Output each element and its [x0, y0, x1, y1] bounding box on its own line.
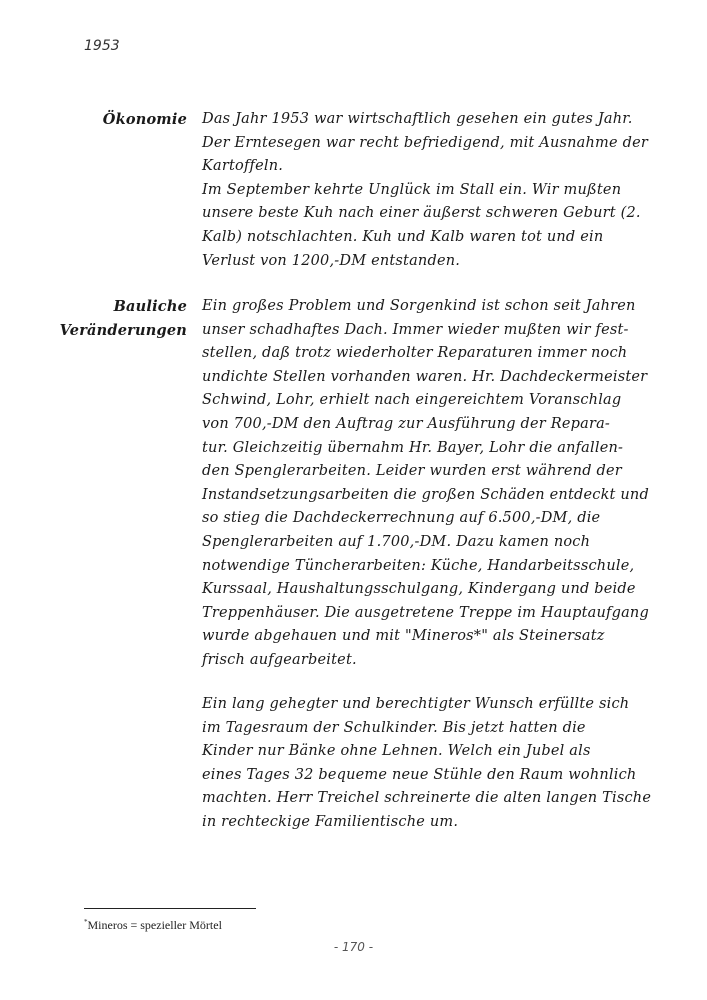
- section-body: [202, 693, 652, 835]
- page-number: - 170 -: [333, 940, 374, 954]
- text-line: Ein lang gehegter und berechtigter Wunsch erfüllte sich: [202, 696, 630, 712]
- section-label-line: Bauliche: [113, 298, 187, 315]
- text-line: unsere beste Kuh nach einer äußerst schweren Geburt (2.: [202, 205, 641, 222]
- text-line: unser schadhaftes Dach. Immer wieder mußten wir fest-: [202, 321, 629, 338]
- text-line: undichte Stellen vorhanden waren. Hr. Dachdeckermeister: [202, 368, 648, 385]
- footnote-divider: [84, 908, 256, 909]
- text-line: stellen, daß trotz wiederholter Reparaturen immer noch: [202, 345, 628, 362]
- text-line: Treppenhäuser. Die ausgetretene Treppe im Hauptaufgang: [202, 604, 649, 621]
- section-body: [202, 108, 648, 273]
- section-label-line: Veränderungen: [59, 321, 187, 339]
- section-label: [103, 108, 187, 132]
- text-line: Ein großes Problem und Sorgenkind ist schon seit Jahren: [202, 298, 636, 314]
- text-line: Im September kehrte Unglück im Stall ein. Wir mußten: [202, 181, 622, 198]
- text-line: Der Erntesegen war recht befriedigend, mit Ausnahme der: [202, 134, 648, 151]
- section-label: [60, 295, 187, 342]
- text-line: im Tagesraum der Schulkinder. Bis jetzt hatten die: [202, 719, 586, 736]
- text-line: tur. Gleichzeitig übernahm Hr. Bayer, Lohr die anfallen-: [202, 439, 624, 456]
- text-line: machten. Herr Treichel schreinerte die alten langen Tische: [202, 790, 652, 807]
- footnote-text: Mineros = spezieller Mörtel: [87, 918, 222, 932]
- text-line: Kurssaal, Haushaltungsschulgang, Kindergang und beide: [202, 581, 636, 598]
- text-line: eines Tages 32 bequeme neue Stühle den Raum wohnlich: [202, 766, 637, 783]
- text-line: Schwind, Lohr, erhielt nach eingereichtem Voranschlag: [202, 392, 622, 409]
- text-line: Kartoffeln.: [202, 158, 284, 175]
- text-line: Kalb) notschlachten. Kuh und Kalb waren tot und ein: [202, 228, 604, 245]
- footnote: [84, 918, 222, 933]
- text-line: Kinder nur Bänke ohne Lehnen. Welch ein Jubel als: [202, 743, 591, 760]
- text-line: in rechteckige Familientische um.: [202, 813, 459, 830]
- section-label-line: Ökonomie: [102, 111, 187, 128]
- text-line: notwendige Tüncherarbeiten: Küche, Handarbeitsschule,: [202, 557, 635, 574]
- page-year-header: 1953: [84, 38, 120, 54]
- text-line: den Spenglerarbeiten. Leider wurden erst während der: [202, 463, 622, 480]
- text-line: Das Jahr 1953 war wirtschaftlich gesehen ein gutes Jahr.: [202, 111, 633, 127]
- footnote-marker: *: [84, 918, 88, 926]
- section-body: [202, 295, 649, 673]
- text-line: Verlust von 1200,-DM entstanden.: [202, 252, 461, 269]
- text-line: von 700,-DM den Auftrag zur Ausführung der Repara-: [202, 415, 611, 432]
- text-line: wurde abgehauen und mit "Mineros*" als Steinersatz: [202, 628, 605, 645]
- text-line: Spenglerarbeiten auf 1.700,-DM. Dazu kamen noch: [202, 533, 591, 550]
- text-line: so stieg die Dachdeckerrechnung auf 6.500,-DM, die: [202, 510, 601, 527]
- text-line: Instandsetzungsarbeiten die großen Schäden entdeckt und: [202, 486, 649, 503]
- text-line: frisch aufgearbeitet.: [202, 651, 357, 668]
